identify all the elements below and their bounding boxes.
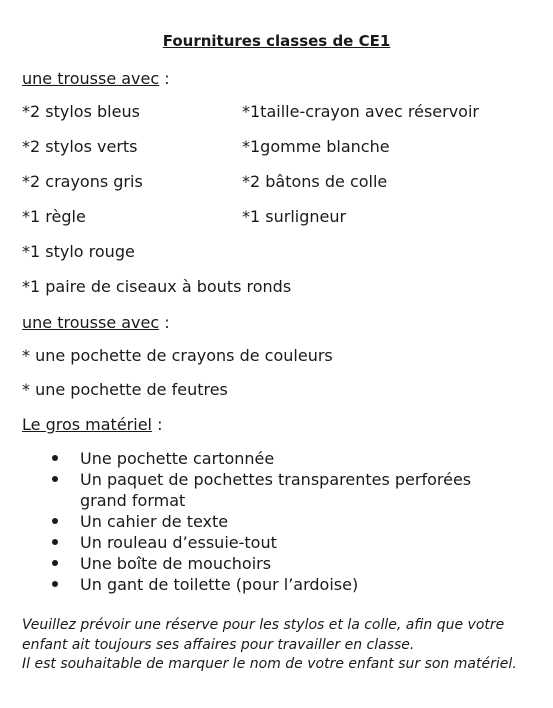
section3-heading-text: Le gros matériel <box>22 415 152 434</box>
supply-item-right: *1gomme blanche <box>242 137 390 156</box>
supply-item-left: *2 stylos bleus <box>22 102 140 121</box>
list-item <box>30 469 500 511</box>
bullet-icon <box>52 455 58 461</box>
list-item-text: Une boîte de mouchoirs <box>80 554 272 573</box>
bullet-icon <box>52 518 58 524</box>
section3-heading-colon: : <box>151 415 163 434</box>
section1-heading-colon: : <box>159 69 170 88</box>
list-item-text: Un cahier de texte <box>80 512 229 531</box>
supply-item-left: *1 stylo rouge <box>22 242 135 261</box>
supply-item-left: *2 stylos verts <box>22 137 138 156</box>
list-item-text: Un gant de toilette (pour l’ardoise) <box>80 575 359 594</box>
section1-heading-text: une trousse avec <box>22 69 160 88</box>
section2-heading-colon: : <box>159 313 170 332</box>
section1-heading <box>22 69 170 88</box>
list-item-text: Une pochette cartonnée <box>80 449 275 468</box>
list-item-text: Un rouleau d’essuie-tout <box>80 533 277 552</box>
section2-heading-text: une trousse avec <box>22 313 160 332</box>
page-title: Fournitures classes de CE1 <box>162 32 391 50</box>
supply-item-left: *1 règle <box>22 207 86 226</box>
list-item-text: Un paquet de pochettes transparentes perforées grand format <box>80 470 472 510</box>
bullet-icon <box>52 581 58 587</box>
note-line: Il est souhaitable de marquer le nom de votre enfant sur son matériel. <box>22 656 517 672</box>
bullet-icon <box>52 560 58 566</box>
supply-item-left: *2 crayons gris <box>22 172 143 191</box>
list-item <box>30 574 500 595</box>
list-item <box>30 511 500 532</box>
note-line: Veuillez prévoir une réserve pour les stylos et la colle, afin que votre enfant ait toujours ses affaires pour travailler en classe. <box>22 617 505 653</box>
section2-heading <box>22 313 170 332</box>
supply-item-left: *1 paire de ciseaux à bouts ronds <box>22 277 292 296</box>
bullet-icon <box>52 539 58 545</box>
list-item <box>30 448 500 469</box>
section3-heading <box>22 415 162 434</box>
bulleted-list <box>30 448 500 595</box>
list-item <box>30 532 500 553</box>
footer-note <box>22 616 537 675</box>
supply-item-right: *1taille-crayon avec réservoir <box>242 102 479 121</box>
supply-item-right: *1 surligneur <box>242 207 347 226</box>
supply-item: * une pochette de feutres <box>22 380 228 399</box>
bullet-icon <box>52 476 58 482</box>
supply-item-right: *2 bâtons de colle <box>242 172 388 191</box>
supply-item: * une pochette de crayons de couleurs <box>22 346 333 365</box>
list-item <box>30 553 500 574</box>
